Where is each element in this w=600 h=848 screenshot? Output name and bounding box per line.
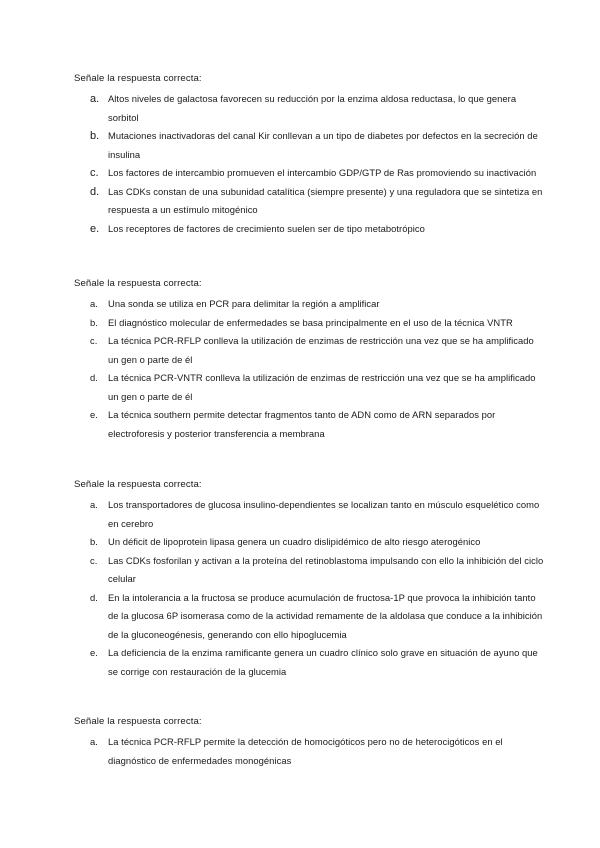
option-letter: a.	[90, 298, 98, 309]
option-text: Mutaciones inactivadoras del canal Kir conllevan a un tipo de diabetes por defectos en la secreción de insulina	[108, 130, 538, 160]
option-text: La técnica southern permite detectar fragmentos tanto de ADN como de ARN separados por electroforesis y posterior transferencia a membrana	[108, 409, 496, 439]
option-letter: c.	[90, 167, 99, 179]
question-2	[74, 277, 544, 443]
option-text: La deficiencia de la enzima ramificante genera un cuadro clínico solo grave en situación de ayuno que se corrige con restauración de la glucemia	[108, 647, 538, 677]
answer-option-a	[74, 496, 544, 533]
option-text: Los transportadores de glucosa insulino-dependientes se localizan tanto en músculo esquelético como en cerebro	[108, 499, 540, 529]
option-letter: b.	[90, 536, 98, 547]
option-text: La técnica PCR-RFLP permite la detección de homocigóticos pero no de heterocigóticos en el diagnóstico de enfermedades monogénicas	[108, 736, 503, 766]
answer-options	[74, 295, 544, 443]
answer-option-b	[74, 314, 544, 333]
option-text: En la intolerancia a la fructosa se produce acumulación de fructosa-1P que provoca la inhibición tanto de la glucosa 6P isomerasa como de la actividad remamente de la aldolasa que conduce a la inhibición de la gluconeogénesis, generando con ello hipoglucemia	[108, 591, 543, 640]
answer-options	[74, 733, 544, 770]
question-prompt: Señale la respuesta correcta:	[74, 73, 202, 84]
answer-option-a	[74, 295, 544, 314]
question-1	[74, 72, 544, 238]
question-prompt: Señale la respuesta correcta:	[74, 716, 202, 727]
answer-option-e	[74, 406, 544, 443]
option-text: El diagnóstico molecular de enfermedades se basa principalmente en el uso de la técnica VNTR	[108, 316, 513, 328]
option-letter: d.	[90, 591, 98, 603]
question-prompt: Señale la respuesta correcta:	[74, 278, 202, 289]
option-letter: c.	[90, 335, 98, 346]
option-letter: c.	[90, 554, 98, 566]
answer-options	[74, 496, 544, 681]
question-prompt: Señale la respuesta correcta:	[74, 479, 202, 490]
answer-option-a	[74, 90, 544, 127]
option-text: Un déficit de lipoprotein lipasa genera un cuadro dislipidémico de alto riesgo aterogénico	[108, 536, 481, 547]
option-text: Los factores de intercambio promueven el intercambio GDP/GTP de Ras promoviendo su inactivación	[108, 167, 537, 178]
option-letter: d.	[90, 372, 98, 383]
option-text: Las CDKs constan de una subunidad catalítica (siempre presente) y una reguladora que se sintetiza en respuesta a un estímulo mitogénico	[108, 185, 543, 215]
answer-option-e	[74, 644, 544, 681]
option-text: La técnica PCR-RFLP conlleva la utilización de enzimas de restricción una vez que se ha amplificado un gen o parte de él	[108, 335, 534, 365]
option-text: Altos niveles de galactosa favorecen su reducción por la enzima aldosa reductasa, lo que genera sorbitol	[108, 93, 517, 123]
option-text: Una sonda se utiliza en PCR para delimitar la región a amplificar	[108, 298, 380, 309]
option-letter: d.	[90, 185, 100, 198]
answer-option-c	[74, 332, 544, 369]
answer-option-e	[74, 220, 544, 239]
answer-option-c	[74, 164, 544, 183]
option-letter: e.	[90, 647, 98, 658]
answer-option-b	[74, 533, 544, 552]
option-text: Los receptores de factores de crecimiento suelen ser de tipo metabotrópico	[108, 222, 425, 234]
answer-option-d	[74, 369, 544, 406]
question-4	[74, 715, 544, 770]
option-letter: b.	[90, 316, 98, 328]
option-text: La técnica PCR-VNTR conlleva la utilización de enzimas de restricción una vez que se ha amplificado un gen o parte de él	[108, 372, 536, 402]
answer-option-d	[74, 183, 544, 220]
option-text: Las CDKs fosforilan y activan a la proteína del retinoblastoma impulsando con ello la inhibición del ciclo celular	[108, 554, 544, 584]
option-letter: e.	[90, 222, 100, 235]
option-letter: a.	[90, 499, 98, 510]
answer-option-a	[74, 733, 544, 770]
answer-option-d	[74, 589, 544, 645]
answer-options	[74, 90, 544, 238]
option-letter: b.	[90, 130, 100, 142]
option-letter: e.	[90, 409, 98, 420]
answer-option-c	[74, 552, 544, 589]
option-letter: a.	[90, 93, 100, 105]
question-3	[74, 478, 544, 681]
option-letter: a.	[90, 736, 98, 747]
answer-option-b	[74, 127, 544, 164]
